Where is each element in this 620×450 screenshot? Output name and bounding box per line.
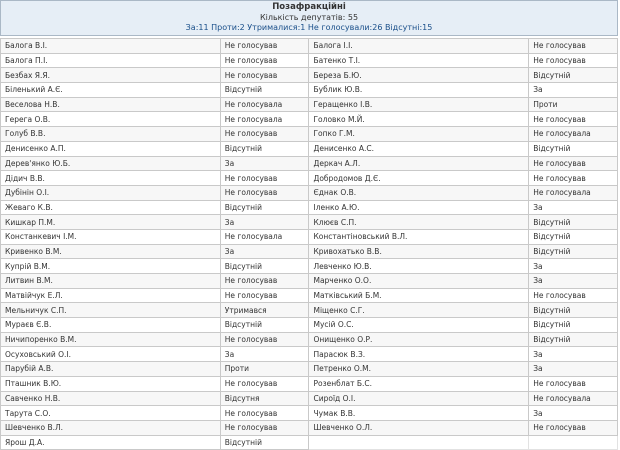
deputy-name: Купрій В.М. (1, 259, 221, 274)
vote-result: Проти (220, 362, 309, 377)
deputy-name: Кривохатько В.В. (309, 244, 529, 259)
deputy-name: Матвійчук Е.Л. (1, 288, 221, 303)
deputy-name: Жеваго К.В. (1, 200, 221, 215)
vote-result: Відсутній (529, 318, 618, 333)
vote-result: Відсутній (220, 200, 309, 215)
table-row (1, 39, 618, 54)
vote-result: Проти (529, 97, 618, 112)
vote-result: Відсутній (529, 215, 618, 230)
table-row (1, 420, 618, 435)
deputy-name: Єднак О.В. (309, 185, 529, 200)
table-row (1, 68, 618, 83)
deputy-name: Кривенко В.М. (1, 244, 221, 259)
vote-result: Не голосував (220, 420, 309, 435)
table-row (1, 376, 618, 391)
table-row (1, 332, 618, 347)
deputy-name: Клюєв С.П. (309, 215, 529, 230)
vote-result: Не голосувала (220, 229, 309, 244)
table-row (1, 229, 618, 244)
deputy-name: Геращенко І.В. (309, 97, 529, 112)
table-row (1, 97, 618, 112)
table-row (1, 303, 618, 318)
deputy-name: Тарута С.О. (1, 406, 221, 421)
table-row (1, 347, 618, 362)
deputy-name: Мусій О.С. (309, 318, 529, 333)
vote-result: Відсутній (529, 332, 618, 347)
deputy-name: Кишкар П.М. (1, 215, 221, 230)
table-row (1, 362, 618, 377)
deputy-name: Денисенко А.П. (1, 141, 221, 156)
table-row (1, 391, 618, 406)
vote-result: За (529, 274, 618, 289)
deputy-name: Мельничук С.П. (1, 303, 221, 318)
deputy-name: Герега О.В. (1, 112, 221, 127)
deputy-name: Денисенко А.С. (309, 141, 529, 156)
vote-result: Не голосував (220, 274, 309, 289)
deputy-name: Констанкевич І.М. (1, 229, 221, 244)
deputy-name: Бублик Ю.В. (309, 83, 529, 98)
vote-result: Відсутній (529, 141, 618, 156)
deputy-count: Кількість депутатів: 55 (259, 13, 359, 22)
table-row (1, 435, 618, 450)
vote-result: Не голосував (220, 39, 309, 54)
deputy-name: Балога П.І. (1, 53, 221, 68)
deputy-name: Онищенко О.Р. (309, 332, 529, 347)
table-row (1, 141, 618, 156)
deputy-name: Чумак В.В. (309, 406, 529, 421)
deputy-name: Петренко О.М. (309, 362, 529, 377)
vote-result: Відсутня (220, 391, 309, 406)
table-row (1, 127, 618, 142)
deputy-name: Дерев'янко Ю.Б. (1, 156, 221, 171)
vote-result: Не голосувала (529, 391, 618, 406)
deputy-name (309, 435, 529, 450)
deputy-name: Сироїд О.І. (309, 391, 529, 406)
deputy-name: Шевченко О.Л. (309, 420, 529, 435)
deputy-name: Дубінін О.І. (1, 185, 221, 200)
vote-result: Не голосував (220, 288, 309, 303)
deputy-name: Береза Б.Ю. (309, 68, 529, 83)
vote-result: За (529, 347, 618, 362)
vote-result: Не голосував (220, 185, 309, 200)
deputy-name: Матківський Б.М. (309, 288, 529, 303)
vote-result: Не голосував (529, 53, 618, 68)
vote-result: Не голосував (220, 406, 309, 421)
vote-result: Відсутній (529, 68, 618, 83)
vote-result: За (220, 244, 309, 259)
deputy-name: Батенко Т.І. (309, 53, 529, 68)
deputy-name: Деркач А.Л. (309, 156, 529, 171)
vote-result: Не голосував (529, 39, 618, 54)
vote-result: Не голосувала (220, 97, 309, 112)
faction-title: Позафракційні (272, 2, 346, 12)
vote-result: Відсутній (529, 303, 618, 318)
faction-header (0, 0, 618, 36)
vote-result: Не голосував (220, 53, 309, 68)
vote-result: За (529, 406, 618, 421)
vote-result: Не голосував (529, 171, 618, 186)
table-row (1, 83, 618, 98)
deputy-name: Парубій А.В. (1, 362, 221, 377)
table-row (1, 244, 618, 259)
deputy-name: Шевченко В.Л. (1, 420, 221, 435)
deputy-name: Балога В.І. (1, 39, 221, 54)
vote-result: Не голосував (220, 376, 309, 391)
deputy-name: Осуховський О.І. (1, 347, 221, 362)
vote-result: Не голосувала (529, 127, 618, 142)
vote-result: За (220, 156, 309, 171)
vote-table (0, 38, 618, 450)
vote-result: Не голосував (529, 420, 618, 435)
table-row (1, 215, 618, 230)
deputy-name: Балога І.І. (309, 39, 529, 54)
vote-result: Відсутній (220, 141, 309, 156)
vote-result: За (220, 347, 309, 362)
vote-result: За (529, 259, 618, 274)
deputy-name: Ничипоренко В.М. (1, 332, 221, 347)
deputy-name: Біленький А.Є. (1, 83, 221, 98)
vote-result: Не голосував (220, 68, 309, 83)
vote-result: За (220, 215, 309, 230)
vote-result: Відсутній (220, 318, 309, 333)
vote-result: Не голосував (529, 288, 618, 303)
table-row (1, 274, 618, 289)
deputy-name: Веселова Н.В. (1, 97, 221, 112)
deputy-name: Ярош Д.А. (1, 435, 221, 450)
deputy-name: Мураєв Є.В. (1, 318, 221, 333)
deputy-name: Литвин В.М. (1, 274, 221, 289)
vote-result (529, 435, 618, 450)
table-row (1, 259, 618, 274)
vote-result: Не голосував (220, 332, 309, 347)
vote-result: За (529, 362, 618, 377)
deputy-name: Міщенко С.Г. (309, 303, 529, 318)
deputy-name: Левченко Ю.В. (309, 259, 529, 274)
vote-result: За (529, 200, 618, 215)
deputy-name: Константіновський В.Л. (309, 229, 529, 244)
vote-result: Не голосував (220, 127, 309, 142)
deputy-name: Іленко А.Ю. (309, 200, 529, 215)
vote-summary: За:11 Проти:2 Утрималися:1 Не голосували:26 Відсутні:15 (185, 23, 433, 32)
deputy-name: Пташник В.Ю. (1, 376, 221, 391)
table-row (1, 112, 618, 127)
vote-result: Відсутній (529, 229, 618, 244)
table-row (1, 406, 618, 421)
vote-result: Не голосувала (529, 185, 618, 200)
deputy-name: Добродомов Д.Є. (309, 171, 529, 186)
table-row (1, 318, 618, 333)
table-row (1, 171, 618, 186)
table-row (1, 185, 618, 200)
deputy-name: Савченко Н.В. (1, 391, 221, 406)
deputy-name: Дідич В.В. (1, 171, 221, 186)
vote-result: Відсутній (529, 244, 618, 259)
vote-result: Не голосував (529, 112, 618, 127)
vote-result: Утримався (220, 303, 309, 318)
vote-result: Відсутній (220, 259, 309, 274)
table-row (1, 288, 618, 303)
deputy-name: Гопко Г.М. (309, 127, 529, 142)
deputy-name: Голуб В.В. (1, 127, 221, 142)
deputy-name: Головко М.Й. (309, 112, 529, 127)
table-row (1, 156, 618, 171)
deputy-name: Парасюк В.З. (309, 347, 529, 362)
deputy-name: Марченко О.О. (309, 274, 529, 289)
vote-result: За (529, 83, 618, 98)
vote-result: Відсутній (220, 83, 309, 98)
table-row (1, 200, 618, 215)
deputy-name: Безбах Я.Я. (1, 68, 221, 83)
vote-result: Не голосував (220, 171, 309, 186)
deputy-name: Розенблат Б.С. (309, 376, 529, 391)
vote-result: Не голосував (529, 376, 618, 391)
vote-result: Не голосував (529, 156, 618, 171)
vote-result: Не голосувала (220, 112, 309, 127)
vote-result: Відсутній (220, 435, 309, 450)
table-row (1, 53, 618, 68)
